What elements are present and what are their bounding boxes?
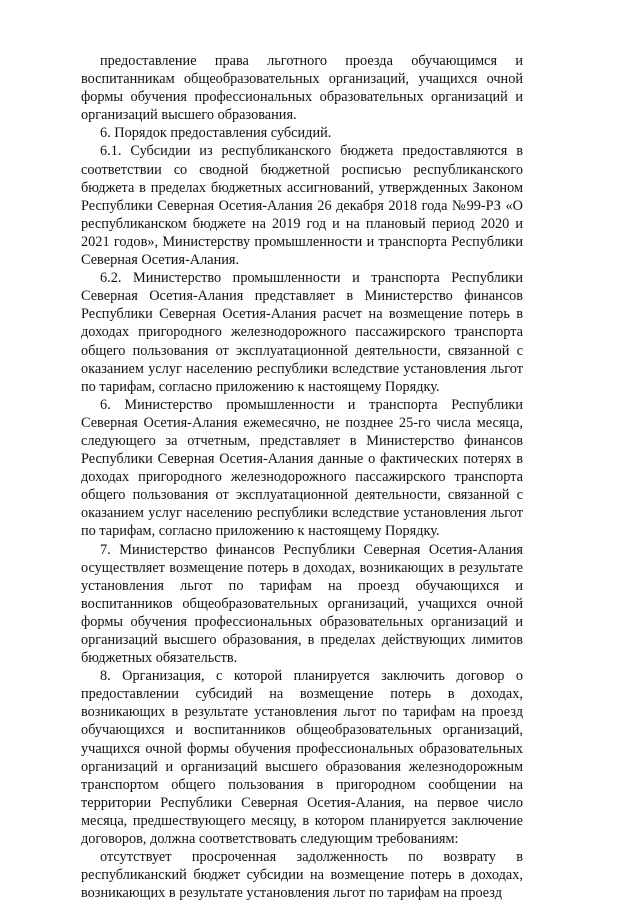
paragraph-6: 6. Министерство промышленности и транспорта Республики Северная Осетия-Алания ежемесячно, не позднее 25-го числа месяца, следующего за отчетным, представляет в Министерство финансов Республики Северная Осетия-Алания данные о фактических потерях в доходах пригородного железнодорожного пассажирского транспорта общего пользования от эксплуатационной деятельности, связанной с оказанием услуг населению республики вследствие установления льгот по тарифам, согласно приложению к настоящему Порядку. <box>81 396 523 540</box>
paragraph-7: 7. Министерство финансов Республики Северная Осетия-Алания осуществляет возмещение потерь в доходах, возникающих в результате установления льгот по тарифам на проезд обучающихся и воспитанников общеобразовательных организаций, учащихся очной формы обучения профессиональных образовательных организаций и организаций высшего образования, в пределах действующих лимитов бюджетных обязательств. <box>81 541 523 667</box>
paragraph-8: 8. Организация, с которой планируется заключить договор о предоставлении субсидий на возмещение потерь в доходах, возникающих в результате установления льгот по тарифам на проезд обучающихся и воспитанников общеобразовательных организаций, учащихся очной формы обучения профессиональных образовательных организаций и организаций высшего образования железнодорожным транспортом общего пользования в пригородном сообщении на территории Республики Северная Осетия-Алания, на первое число месяца, предшествующего месяцу, в котором планируется заключение договоров, должна соответствовать следующим требованиям: <box>81 668 523 848</box>
section-heading-6: 6. Порядок предоставления субсидий. <box>100 125 332 142</box>
paragraph-6-1: 6.1. Субсидии из республиканского бюджета предоставляются в соответствии со сводной бюджетной росписью республиканского бюджета в пределах бюджетных ассигнований, утвержденных Законом Республики Северная Осетия-Алания 26 декабря 2018 года №99-РЗ «О республиканском бюджете на 2019 год и на плановый период 2020 и 2021 годов», Министерству промышленности и транспорта Республики Северная Осетия-Алания. <box>81 143 523 269</box>
paragraph-requirement: отсутствует просроченная задолженность по возврату в республиканский бюджет субсидии на возмещение потерь в доходах, возникающих в результате установления льгот по тарифам на проезд <box>81 849 523 902</box>
paragraph-continuation: предоставление права льготного проезда обучающимся и воспитанникам общеобразовательных организаций, учащихся очной формы обучения профессиональных образовательных организаций и организаций высшего образования. <box>81 53 523 124</box>
document-page <box>81 52 523 902</box>
paragraph-6-2: 6.2. Министерство промышленности и транспорта Республики Северная Осетия-Алания представляет в Министерство финансов Республики Северная Осетия-Алания расчет на возмещение потерь в доходах пригородного железнодорожного пассажирского транспорта общего пользования от эксплуатационной деятельности, связанной с оказанием услуг населению республики вследствие установления льгот по тарифам, согласно приложению к настоящему Порядку. <box>81 270 523 395</box>
